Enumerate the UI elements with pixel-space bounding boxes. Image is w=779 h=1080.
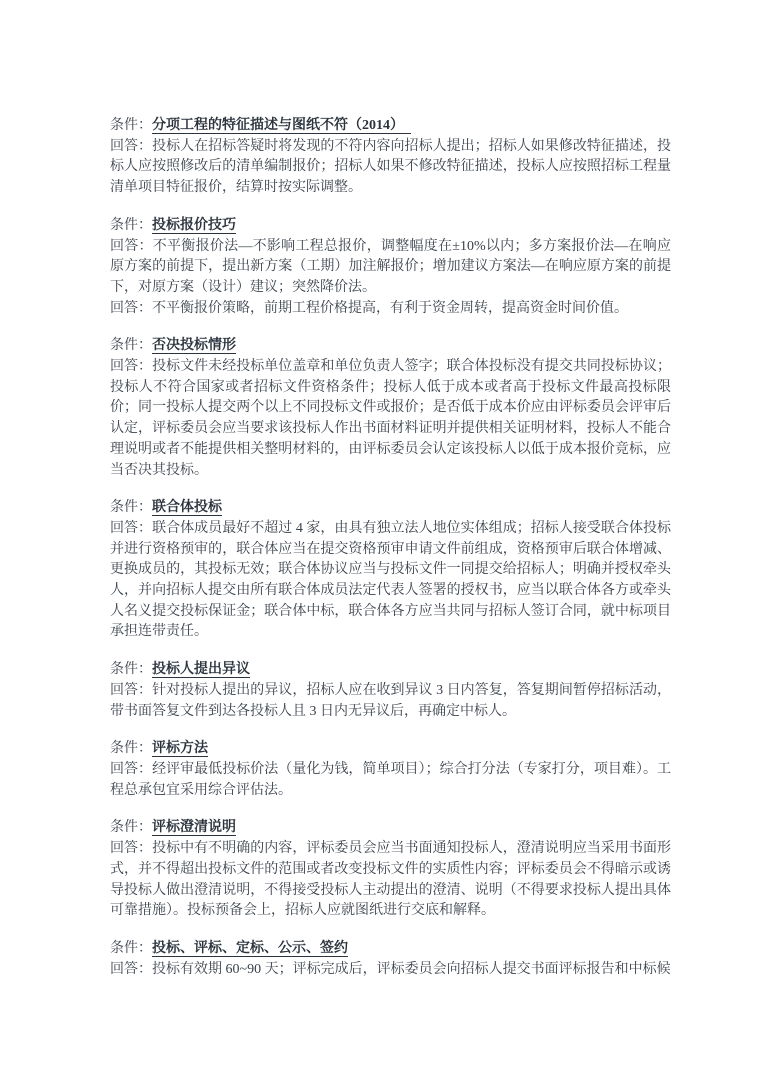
answer-paragraph: 回答：不平衡报价法—不影响工程总报价，调整幅度在±10%以内；多方案报价法—在响应原方案的前提下，提出新方案（工期）加注解报价；增加建议方案法—在响应原方案的前提下，对原方案（设计）建议；突然降价法。 xyxy=(110,238,671,295)
qa-section-consortium-bidding xyxy=(110,498,671,643)
condition-title: 投标、评标、定标、公示、签约 xyxy=(152,940,348,956)
condition-label: 条件： xyxy=(110,217,152,233)
condition-heading xyxy=(110,939,671,960)
condition-title: 投标人提出异议 xyxy=(152,662,250,678)
condition-heading xyxy=(110,498,671,519)
condition-title: 评标方法 xyxy=(152,741,208,757)
condition-heading xyxy=(110,818,671,839)
answer-paragraph: 回答：针对投标人提出的异议，招标人应在收到异议 3 日内答复，答复期间暂停招标活动，带书面答复文件到达各投标人且 3 日内无异议后，再确定中标人。 xyxy=(110,682,671,719)
qa-section-feature-mismatch xyxy=(110,116,671,199)
answer-paragraph: 回答：经评审最低投标价法（量化为钱，简单项目）；综合打分法（专家打分，项目难）。工程总承包宜采用综合评估法。 xyxy=(110,761,671,798)
condition-title: 否决投标情形 xyxy=(152,338,236,354)
condition-label: 条件： xyxy=(110,118,152,133)
condition-title: 分项工程的特征描述与图纸不符（2014） xyxy=(152,118,411,133)
condition-label: 条件： xyxy=(110,741,152,757)
condition-title: 联合体投标 xyxy=(152,500,222,516)
condition-heading xyxy=(110,216,671,237)
qa-section-bid-award-process xyxy=(110,939,671,980)
answer-paragraph: 回答：不平衡报价策略，前期工程价格提高，有利于资金周转，提高资金时间价值。 xyxy=(110,300,628,316)
qa-section-bid-rejection xyxy=(110,336,671,481)
answer-paragraph: 回答：投标文件未经投标单位盖章和单位负责人签字；联合体投标没有提交共同投标协议；投标人不符合国家或者招标文件资格条件；投标人低于成本或者高于投标文件最高投标限价；同一投标人提交两个以上不同投标文件或报价；是否低于成本价应由评标委员会评审后认定，评标委员会应当要求该投标人作出书面材料证明并提供相关证明材料，投标人不能合理说明或者不能提供相关整明材料的，由评标委员会认定该投标人以低于成本报价竞标，应当否决其投标。 xyxy=(110,359,671,478)
condition-title: 投标报价技巧 xyxy=(152,217,236,233)
answer-paragraph: 回答：联合体成员最好不超过 4 家，由具有独立法人地位实体组成；招标人接受联合体投标并进行资格预审的，联合体应当在提交资格预审申请文件前组成，资格预审后联合体增减、更换成员的，其投标无效；联合体协议应当与投标文件一同提交给招标人；明确并授权牵头人，并向招标人提交由所有联合体成员法定代表人签署的授权书，应当以联合体各方或牵头人名义提交投标保证金；联合体中标，联合体各方应当共同与招标人签订合同，就中标项目承担连带责任。 xyxy=(110,520,671,640)
answer-paragraph: 回答：投标有效期 60~90 天；评标完成后，评标委员会向招标人提交书面评标报告和中标候 xyxy=(110,961,671,977)
qa-section-bid-pricing-skills xyxy=(110,216,671,320)
condition-heading xyxy=(110,116,671,137)
condition-heading xyxy=(110,739,671,760)
condition-label: 条件： xyxy=(110,338,152,354)
condition-label: 条件： xyxy=(110,500,152,516)
condition-heading xyxy=(110,660,671,681)
condition-label: 条件： xyxy=(110,820,152,836)
answer-paragraph: 回答：投标人在招标答疑时将发现的不符内容向招标人提出；招标人如果修改特征描述，投标人应按照修改后的清单编制报价；招标人如果不修改特征描述，投标人应按照招标工程量清单项目特征报价，结算时按实际调整。 xyxy=(110,138,671,196)
qa-section-bidder-objection xyxy=(110,660,671,722)
condition-label: 条件： xyxy=(110,940,152,956)
condition-heading xyxy=(110,336,671,357)
qa-section-evaluation-methods xyxy=(110,739,671,801)
condition-title: 评标澄清说明 xyxy=(152,820,236,836)
qa-section-clarification xyxy=(110,818,671,922)
condition-label: 条件： xyxy=(110,662,152,678)
answer-paragraph: 回答：投标中有不明确的内容，评标委员会应当书面通知投标人，澄清说明应当采用书面形式，并不得超出投标文件的范围或者改变投标文件的实质性内容；评标委员会不得暗示或诱导投标人做出澄清说明，不得接受投标人主动提出的澄清、说明（不得要求投标人提出具体可靠措施）。投标预备会上，招标人应就图纸进行交底和解释。 xyxy=(110,841,671,919)
